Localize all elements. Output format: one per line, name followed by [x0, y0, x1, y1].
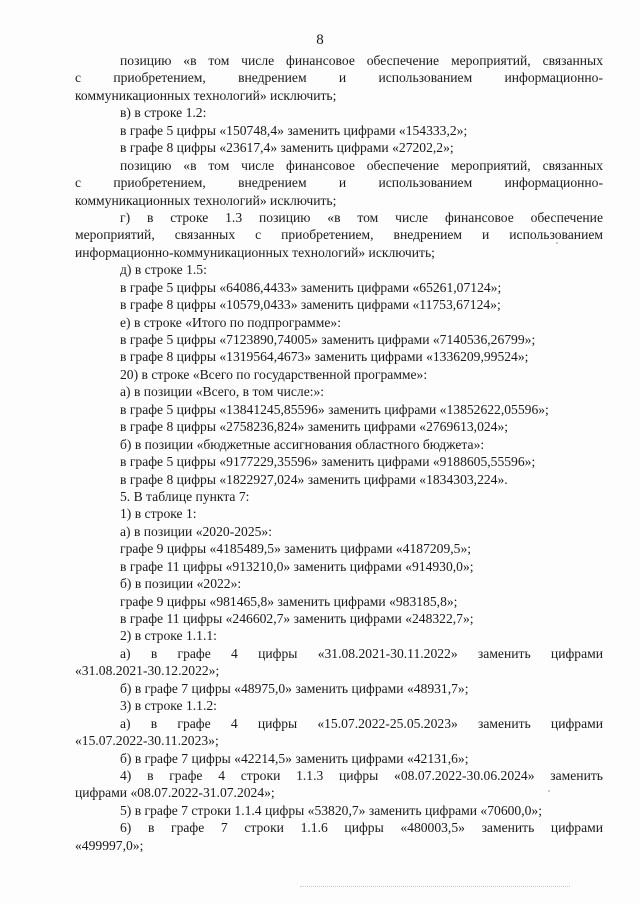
page-number: 8 — [316, 32, 324, 48]
scan-artifact-line — [300, 886, 570, 891]
document-body — [75, 52, 603, 854]
text-line: а) в позиции «2020-2025»: — [120, 523, 272, 539]
text-line: «31.08.2021-30.12.2022»; — [75, 663, 220, 679]
text-line: 3) в строке 1.1.2: — [120, 698, 217, 714]
text-line: в графе 8 цифры «1319564,4673» заменить цифрами «1336209,99524»; — [120, 349, 529, 365]
text-line: в графе 11 цифры «913210,0» заменить цифрами «914930,0»; — [120, 558, 474, 574]
text-line: коммуникационных технологий» исключить; — [75, 87, 337, 103]
text-line: б) в позиции «2022»: — [120, 576, 242, 592]
text-line: е) в строке «Итого по подпрограмме»: — [120, 314, 341, 330]
text-line: 2) в строке 1.1.1: — [120, 628, 217, 644]
text-line: а) в графе 4 цифры «31.08.2021-30.11.2022» заменить цифрами — [120, 645, 603, 661]
text-line: б) в графе 7 цифры «48975,0» заменить цифрами «48931,7»; — [120, 680, 469, 696]
scan-speck — [556, 242, 558, 244]
text-line: в графе 8 цифры «1822927,024» заменить цифрами «1834303,224». — [120, 471, 508, 487]
text-line: в графе 5 цифры «9177229,35596» заменить цифрами «9188605,55596»; — [120, 454, 536, 470]
text-line: в графе 8 цифры «23617,4» заменить цифрами «27202,2»; — [120, 140, 454, 156]
text-line: в) в строке 1.2: — [120, 105, 207, 121]
text-line: б) в позиции «бюджетные ассигнования областного бюджета»: — [120, 436, 485, 452]
text-line: «15.07.2022-30.11.2023»; — [75, 733, 219, 749]
text-line: д) в строке 1.5: — [120, 262, 207, 278]
text-line: цифрами «08.07.2022-31.07.2024»; — [75, 785, 275, 801]
text-line: позицию «в том числе финансовое обеспечение мероприятий, связанных — [120, 157, 603, 173]
text-line: 1) в строке 1: — [120, 506, 197, 522]
text-line: графе 9 цифры «981465,8» заменить цифрами «983185,8»; — [120, 593, 458, 609]
text-line: 5) в графе 7 строки 1.1.4 цифры «53820,7» заменить цифрами «70600,0»; — [120, 802, 542, 818]
scan-speck — [548, 790, 550, 792]
text-line: а) в позиции «Всего, в том числе:»: — [120, 384, 325, 400]
text-line: 4) в графе 4 строки 1.1.3 цифры «08.07.2022-30.06.2024» заменить — [120, 767, 603, 783]
text-line: мероприятий, связанных с приобретением, внедрением и использованием — [75, 227, 603, 243]
text-line: а) в графе 4 цифры «15.07.2022-25.05.2023» заменить цифрами — [120, 715, 603, 731]
text-line: «499997,0»; — [75, 837, 144, 853]
text-line: с приобретением, внедрением и использованием информационно- — [75, 175, 603, 191]
text-line: коммуникационных технологий» исключить; — [75, 192, 337, 208]
text-line: в графе 5 цифры «150748,4» заменить цифрами «154333,2»; — [120, 122, 468, 138]
text-line: 5. В таблице пункта 7: — [120, 488, 250, 504]
text-line: информационно-коммуникационных технологий» исключить; — [75, 244, 435, 260]
text-line: графе 9 цифры «4185489,5» заменить цифрами «4187209,5»; — [120, 541, 472, 557]
text-line: в графе 5 цифры «13841245,85596» заменить цифрами «13852622,05596»; — [120, 401, 549, 417]
text-line: с приобретением, внедрением и использованием информационно- — [75, 70, 603, 86]
text-line: позицию «в том числе финансовое обеспечение мероприятий, связанных — [120, 53, 603, 68]
text-line: в графе 11 цифры «246602,7» заменить цифрами «248322,7»; — [120, 611, 474, 626]
text-line: б) в графе 7 цифры «42214,5» заменить цифрами «42131,6»; — [120, 750, 469, 766]
text-line: в графе 5 цифры «7123890,74005» заменить цифрами «7140536,26799»; — [120, 332, 536, 347]
text-line: в графе 5 цифры «64086,4433» заменить цифрами «65261,07124»; — [120, 279, 502, 295]
text-line: 6) в графе 7 строки 1.1.6 цифры «480003,5» заменить цифрами — [120, 820, 603, 836]
text-line: в графе 8 цифры «2758236,824» заменить цифрами «2769613,024»; — [120, 419, 509, 435]
text-line: в графе 8 цифры «10579,0433» заменить цифрами «11753,67124»; — [120, 297, 501, 313]
text-line: 20) в строке «Всего по государственной программе»: — [120, 366, 428, 382]
text-line: г) в строке 1.3 позицию «в том числе финансовое обеспечение — [120, 209, 603, 225]
